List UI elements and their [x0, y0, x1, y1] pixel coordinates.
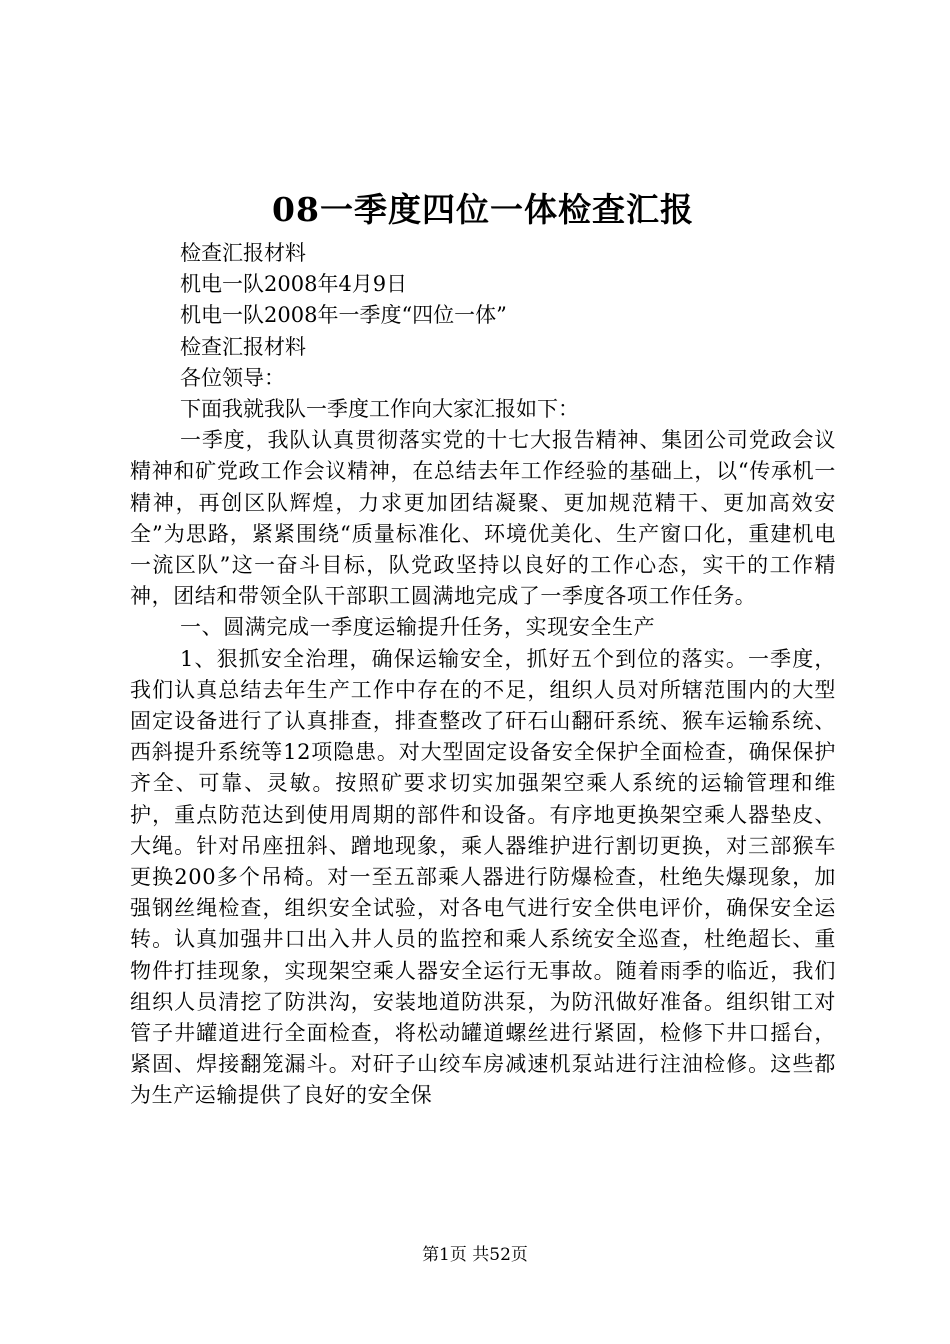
document-page — [130, 186, 836, 1112]
date-line: 机电一队2008年4月9日 — [180, 272, 408, 297]
intro-line: 下面我就我队一季度工作向大家汇报如下： — [180, 397, 579, 422]
heading-line: 检查汇报材料 — [180, 241, 306, 265]
salutation: 各位领导： — [180, 365, 285, 390]
page-footer: 第1页 共52页 — [422, 1245, 528, 1265]
document-title: 08一季度四位一体检查汇报 — [272, 190, 694, 229]
subtitle-line: 机电一队2008年一季度“四位一体” — [180, 303, 507, 328]
subtitle-line-2: 检查汇报材料 — [180, 334, 306, 359]
section-heading: 一、圆满完成一季度运输提升任务，实现安全生产 — [180, 615, 656, 640]
paragraph-safety: 1、狠抓安全治理，确保运输安全，抓好五个到位的落实。一季度，我们认真总结去年生产工作中存在的不足，组织人员对所辖范围内的大型固定设备进行了认真排查，排查整改了矸石山翻矸系统、猴车运输系统、西斜提升系统等12项隐患。对大型固定设备安全保护全面检查，确保保护齐全、可靠、灵敏。按照矿要求切实加强架空乘人系统的运输管理和维护，重点防范达到使用周期的部件和设备。有序地更换架空乘人器垫皮、大绳。针对吊座扭斜、蹭地现象，乘人器维护进行割切更换，对三部猴车更换200多个吊椅。对一至五部乘人器进行防爆检查，杜绝失爆现象，加强钢丝绳检查，组织安全试验，对各电气进行安全供电评价，确保安全运转。认真加强井口出入井人员的监控和乘人系统安全巡查，杜绝超长、重物件打挂现象，实现架空乘人器安全运行无事故。随着雨季的临近，我们组织人员清挖了防洪沟，安装地道防洪泵，为防汛做好准备。组织钳工对管子井罐道进行全面检查，将松动罐道螺丝进行紧固，检修下井口摇台，紧固、焊接翻笼漏斗。对矸子山绞车房减速机泵站进行注油检修。这些都为生产运输提供了良好的安全保 — [130, 646, 836, 1108]
paragraph-summary: 一季度，我队认真贯彻落实党的十七大报告精神、集团公司党政会议精神和矿党政工作会议精神，在总结去年工作经验的基础上，以“传承机一精神，再创区队辉煌，力求更加团结凝聚、更加规范精干、更加高效安全”为思路，紧紧围绕“质量标准化、环境优美化、生产窗口化，重建机电一流区队”这一奋斗目标，队党政坚持以良好的工作心态，实干的工作精神，团结和带领全队干部职工圆满地完成了一季度各项工作任务。 — [130, 428, 836, 609]
